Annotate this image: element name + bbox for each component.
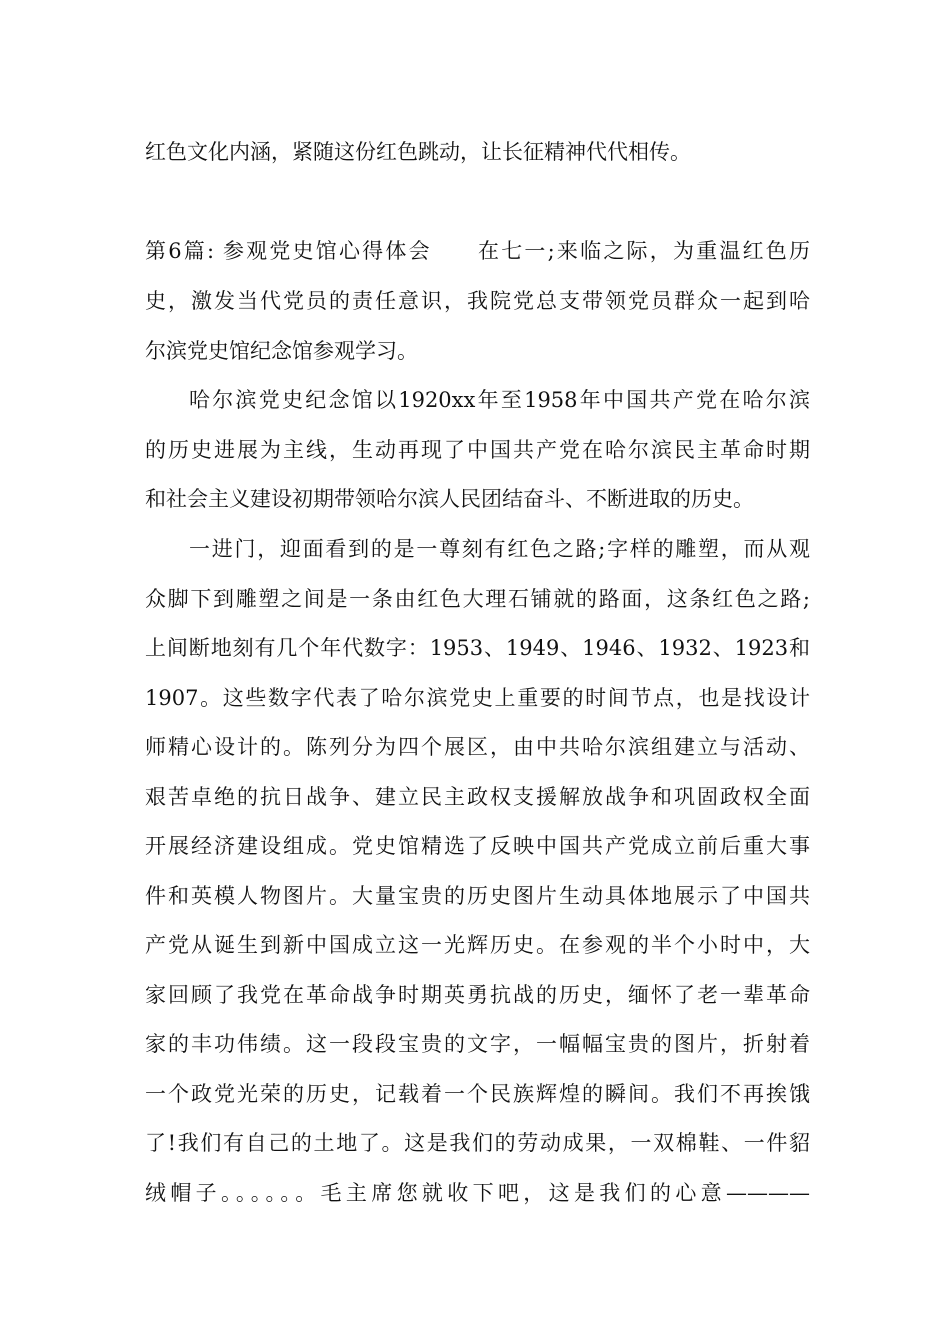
text-line: 哈尔滨党史纪念馆以1920xx年至1958年中国共产党在哈尔滨 <box>189 388 810 412</box>
text-line: 一进门，迎面看到的是一尊刻有红色之路;字样的雕塑，而从观 <box>189 537 810 561</box>
text-line: 绒帽子。。。。。。毛主席您就收下吧，这是我们的心意———— <box>145 1181 810 1205</box>
text-line: 家的丰功伟绩。这一段段宝贵的文字，一幅幅宝贵的图片，折射着 <box>145 1032 810 1056</box>
text-line: 和社会主义建设初期带领哈尔滨人民团结奋斗、不断进取的历史。 <box>145 487 754 511</box>
text-line: 件和英模人物图片。大量宝贵的历史图片生动具体地展示了中国共 <box>145 884 810 908</box>
text-line: 红色文化内涵，紧随这份红色跳动，让长征精神代代相传。 <box>145 140 691 164</box>
text-line: 的历史进展为主线，生动再现了中国共产党在哈尔滨民主革命时期 <box>145 438 810 462</box>
text-line: 在七一;来临之际，为重温红色历 <box>475 239 810 263</box>
text-line: 开展经济建设组成。党史馆精选了反映中国共产党成立前后重大事 <box>145 834 810 858</box>
text-line: 艰苦卓绝的抗日战争、建立民主政权支援解放战争和巩固政权全面 <box>145 785 810 809</box>
text-line: 师精心设计的。陈列分为四个展区，由中共哈尔滨组建立与活动、 <box>145 735 810 759</box>
article-first-line <box>145 236 810 266</box>
text-line: 家回顾了我党在革命战争时期英勇抗战的历史，缅怀了老一辈革命 <box>145 983 810 1007</box>
text-line: 了!我们有自己的土地了。这是我们的劳动成果，一双棉鞋、一件貂 <box>145 1131 810 1155</box>
text-line: 史，激发当代党员的责任意识，我院党总支带领党员群众一起到哈 <box>145 289 810 313</box>
text-line: 一个政党光荣的历史，记载着一个民族辉煌的瞬间。我们不再挨饿 <box>145 1082 810 1106</box>
text-line: 上间断地刻有几个年代数字：1953、1949、1946、1932、1923和 <box>145 636 810 660</box>
text-line: 众脚下到雕塑之间是一条由红色大理石铺就的路面，这条红色之路; <box>145 587 810 611</box>
article-heading: 第6篇: 参观党史馆心得体会 <box>145 239 432 263</box>
text-line: 尔滨党史馆纪念馆参观学习。 <box>145 339 418 363</box>
text-line: 1907。这些数字代表了哈尔滨党史上重要的时间节点，也是找设计 <box>145 686 810 710</box>
text-line: 产党从诞生到新中国成立这一光辉历史。在参观的半个小时中，大 <box>145 933 810 957</box>
